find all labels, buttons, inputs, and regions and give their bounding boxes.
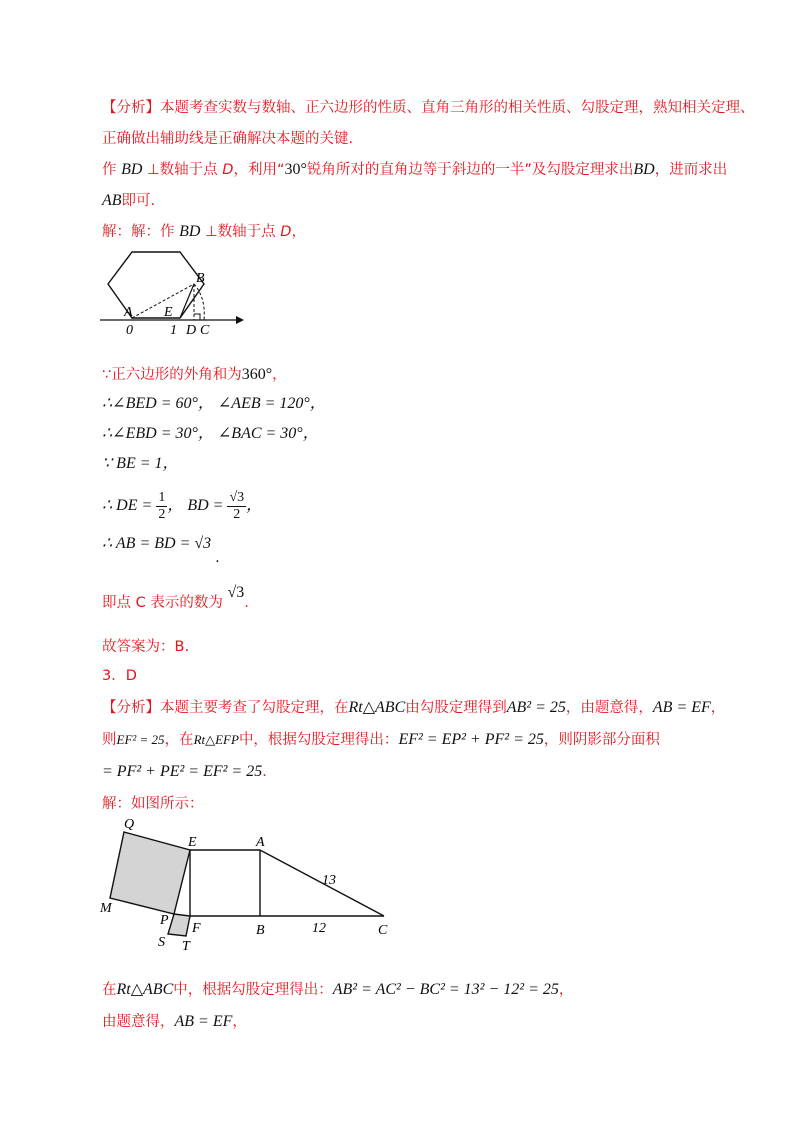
analysis-line-2: 正确做出辅助线是正确解决本题的关键. <box>102 131 354 147</box>
label-D: D <box>186 323 197 338</box>
label-1: 1 <box>170 323 177 338</box>
label-12: 12 <box>312 921 326 936</box>
label-T: T <box>182 939 190 954</box>
label-A: A <box>124 305 133 320</box>
label-A2: A <box>256 835 265 850</box>
label-S: S <box>158 935 165 950</box>
fraction-sqrt3-over-2: $\frac{√3}{2}$ <box>229 489 245 522</box>
step-2: ∴∠BED = 60°， ∠AEB = 120°， <box>102 395 326 412</box>
analysis-line-3: 作 BD ⊥数轴于点 D，利用“30°锐角所对的直角边等于斜边的一半”及勾股定理求出BD，进而求出 <box>102 161 728 178</box>
label-0: 0 <box>126 323 133 338</box>
pythagoras-figure <box>98 814 398 954</box>
answer-line: 故答案为：B. <box>102 639 190 655</box>
q3-step-1: 在Rt△ABC中，根据勾股定理得出：AB² = AC² − BC² = 13² − 12² = 25， <box>102 981 574 998</box>
q3-analysis-2: 则EF² = 25，在Rt△EFP中，根据勾股定理得出：EF² = EP² + PF² = 25，则阴影部分面积 <box>102 731 660 748</box>
label-13: 13 <box>322 873 336 888</box>
label-C: C <box>200 323 210 338</box>
fraction-half: $\frac{1}{2}$ <box>158 489 166 522</box>
q3-analysis-1: 【分析】本题主要考查了勾股定理，在Rt△ABC由勾股定理得到AB² = 25，由题意得，AB = EF， <box>102 699 726 716</box>
label-E: E <box>164 305 173 320</box>
label-F: F <box>192 921 201 936</box>
q3-solution-intro: 解：如图所示： <box>102 796 204 812</box>
solution-intro: 解：解：作 BD ⊥数轴于点 D， <box>102 223 306 240</box>
label-Q: Q <box>124 817 135 832</box>
q3-step-2: 由题意得，AB = EF， <box>102 1013 247 1030</box>
label-B2: B <box>256 923 265 938</box>
step-4: ∵ BE = 1， <box>102 455 179 472</box>
label-C2: C <box>378 923 388 938</box>
analysis-line-4: AB即可. <box>102 192 156 209</box>
step-1: ∵正六边形的外角和为360°， <box>102 366 287 383</box>
step-5: ∴ DE = $\frac{1}{2}$ ， BD = $\frac{√3}{2}$ ， <box>102 489 263 522</box>
q3-analysis-3: = PF² + PE² = EF² = 25. <box>102 763 267 780</box>
hexagon-figure <box>98 246 248 338</box>
step-6: ∴ AB = BD = √3. <box>102 535 220 566</box>
label-M: M <box>100 901 112 916</box>
step-3: ∴∠EBD = 30°， ∠BAC = 30°， <box>102 425 319 442</box>
step-7: 即点 C 表示的数为 √3. <box>102 584 249 611</box>
q3-title: 3．D <box>102 668 137 684</box>
label-P: P <box>160 913 169 928</box>
label-E2: E <box>188 835 197 850</box>
analysis-line-1: 【分析】本题考查实数与数轴、正六边形的性质、直角三角形的相关性质、勾股定理，熟知相关定理、 <box>102 100 755 116</box>
label-B: B <box>196 271 205 286</box>
